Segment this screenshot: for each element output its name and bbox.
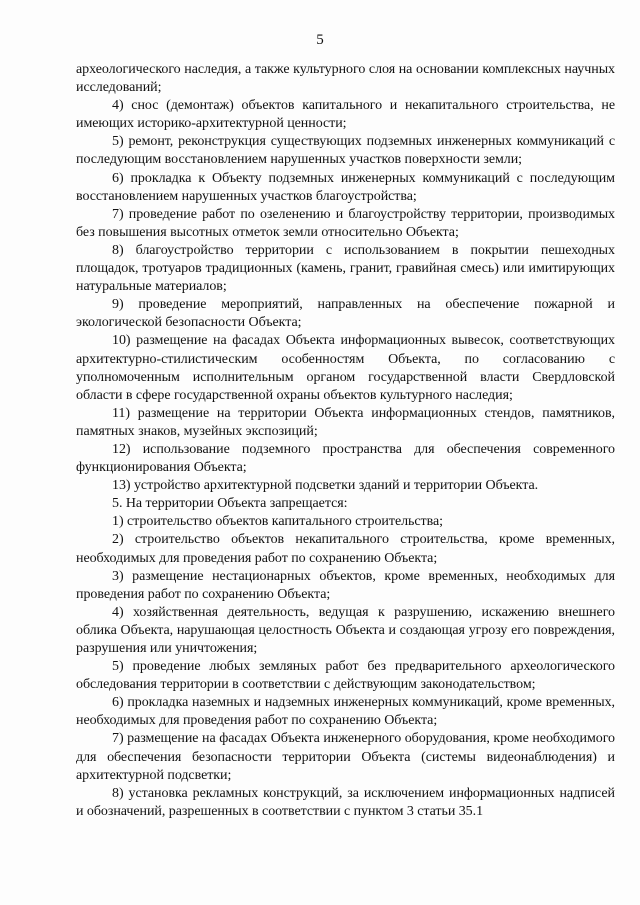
list-item-12-underground-space: 12) использование подземного пространства для обеспечения современного функционирования Объекта; [76,441,615,476]
section-5-heading: 5. На территории Объекта запрещается: [112,496,348,512]
list-item-4-demolition: 4) снос (демонтаж) объектов капитального и некапитального строительства, не имеющих историко-архитектурной ценности; [76,98,615,132]
list-item-5-repair-communications: 5) ремонт, реконструкция существующих подземных инженерных коммуникаций с последующим восстановлением нарушенных участков поверхности земли; [76,134,615,168]
prohibited-item-2: 2) строительство объектов некапитального строительства, кроме временных, необходимых для проведения работ по сохранению Объекта; [76,532,615,566]
list-item-13-lighting: 13) устройство архитектурной подсветки зданий и территории Объекта. [112,478,539,494]
list-item-9-safety-measures: 9) проведение мероприятий, направленных на обеспечение пожарной и экологической безопасности Объекта; [76,297,615,331]
prohibited-item-3: 3) размещение нестационарных объектов, кроме временных, необходимых для проведения работ по сохранению Объекта; [76,568,615,602]
prohibited-item-4: 4) хозяйственная деятельность, ведущая к разрушению, искажению внешнего облика Объекта, нарушающая целостность Объекта и создающая угрозу его повреждения, разрушения или уничтожения; [76,604,615,656]
list-item-8-improvement: 8) благоустройство территории с использованием в покрытии пешеходных площадок, тротуаров традиционных (камень, гранит, гравийная смесь) или имитирующих натуральные материалов; [76,242,615,295]
document-body [76,61,615,821]
list-item-10-signboards: 10) размещение на фасадах Объекта информационных вывесок, соответствующих архитектурно-стилистическим особенностям Объекта, по согласованию с уполномоченным исполнительным органом государственной власти Свердловской области в сфере государственной охраны объектов культурного наследия; [76,333,615,403]
list-item-6-laying-communications: 6) прокладка к Объекту подземных инженерных коммуникаций с последующим восстановлением нарушенных участков благоустройства; [76,170,615,204]
prohibited-item-6: 6) прокладка наземных и надземных инженерных коммуникаций, кроме временных, необходимых для проведения работ по сохранению Объекта; [76,695,615,729]
prohibited-item-5: 5) проведение любых земляных работ без предварительного археологического обследования территории в соответствии с действующим законодательством; [76,659,615,693]
prohibited-item-7: 7) размещение на фасадах Объекта инженерного оборудования, кроме необходимого для обеспечения безопасности территории Объекта (системы видеонаблюдения) и архитектурной подсветки; [76,731,615,783]
paragraph-continuation: археологического наследия, а также культурного слоя на основании комплексных научных исследований; [76,62,615,96]
list-item-11-stands: 11) размещение на территории Объекта информационных стендов, памятников, памятных знаков, музейных экспозиций; [76,405,615,439]
prohibited-item-8: 8) установка рекламных конструкций, за исключением информационных надписей и обозначений, разрешенных в соответствии с пунктом 3 статьи 35.1 [76,785,615,819]
page-number: 5 [316,32,324,48]
list-item-7-landscaping: 7) проведение работ по озеленению и благоустройству территории, производимых без повышения высотных отметок земли относительно Объекта; [76,206,615,240]
prohibited-item-1: 1) строительство объектов капитального строительства; [112,514,443,530]
